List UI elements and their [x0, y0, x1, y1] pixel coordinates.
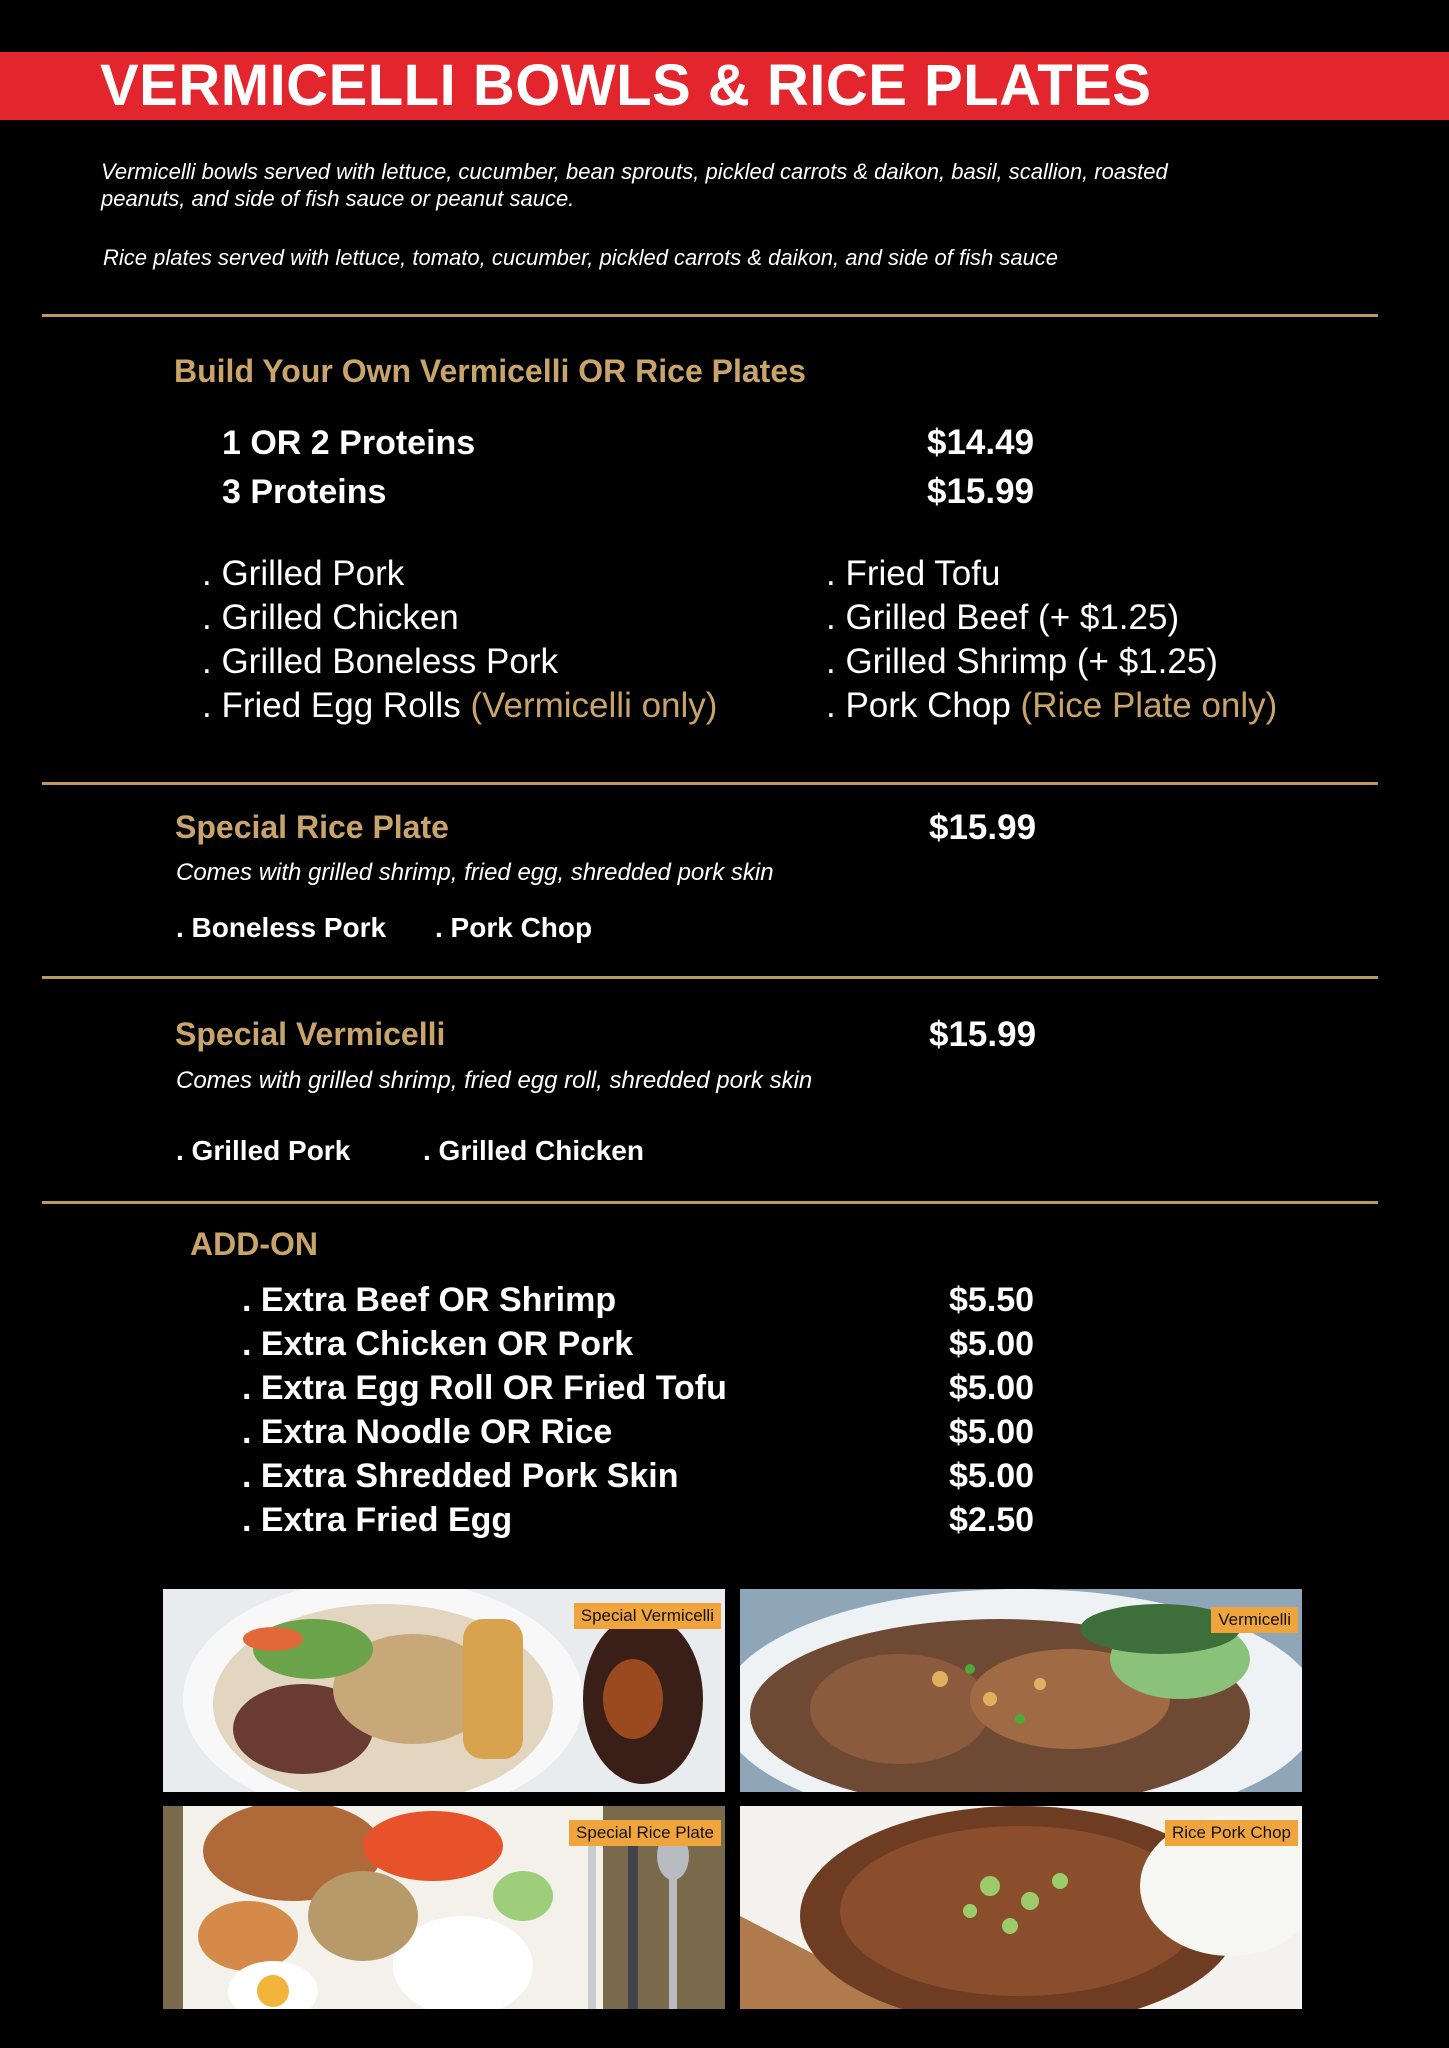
photo-special-vermicelli [163, 1589, 725, 1792]
build-your-own-title: Build Your Own Vermicelli OR Rice Plates [174, 353, 806, 389]
intro-rice: Rice plates served with lettuce, tomato, cucumber, pickled carrots & daikon, and side of fish sauce [103, 245, 1059, 270]
page-title: VERMICELLI BOWLS & RICE PLATES [100, 53, 1152, 118]
special-rice-option: . Pork Chop [435, 912, 593, 943]
addon-price: $5.00 [949, 1325, 1035, 1363]
protein-item: . Grilled Beef (+ $1.25) [826, 598, 1180, 637]
divider [42, 782, 1378, 785]
photo-caption: Special Vermicelli [574, 1603, 721, 1629]
addon-price: $5.00 [949, 1457, 1035, 1495]
protein-item: . Grilled Pork [202, 554, 405, 593]
size-price: $15.99 [927, 472, 1035, 511]
photo-special-rice-plate [163, 1806, 725, 2009]
addon-label: . Extra Beef OR Shrimp [242, 1281, 617, 1319]
intro-vermicelli-line2: peanuts, and side of fish sauce or peanut sauce. [101, 186, 575, 211]
size-label: 3 Proteins [222, 473, 387, 511]
addon-price: $2.50 [949, 1501, 1035, 1539]
special-vermicelli-option: . Grilled Pork [176, 1135, 351, 1166]
photo-vermicelli [740, 1589, 1302, 1792]
addon-label: . Extra Chicken OR Pork [242, 1325, 634, 1363]
photo-rice-pork-chop [740, 1806, 1302, 2009]
divider [42, 314, 1378, 317]
special-rice-description: Comes with grilled shrimp, fried egg, shredded pork skin [176, 859, 774, 886]
special-rice-title: Special Rice Plate [175, 809, 449, 845]
special-rice-option: . Boneless Pork [176, 912, 387, 943]
addon-price: $5.00 [949, 1369, 1035, 1407]
photo-caption: Vermicelli [1211, 1607, 1298, 1633]
addon-label: . Extra Fried Egg [242, 1501, 513, 1539]
special-vermicelli-option: . Grilled Chicken [423, 1135, 644, 1166]
protein-item: . Pork Chop (Rice Plate only) [826, 686, 1278, 725]
intro-vermicelli-line1: Vermicelli bowls served with lettuce, cucumber, bean sprouts, pickled carrots & daikon, basil, scallion, roasted [101, 159, 1168, 184]
addon-title: ADD-ON [190, 1226, 318, 1262]
addon-label: . Extra Egg Roll OR Fried Tofu [242, 1369, 727, 1407]
special-vermicelli-title: Special Vermicelli [175, 1016, 446, 1052]
divider [42, 1201, 1378, 1204]
addon-label: . Extra Noodle OR Rice [242, 1413, 613, 1451]
size-label: 1 OR 2 Proteins [222, 424, 476, 462]
addon-list [242, 1278, 727, 1542]
protein-item: . Grilled Chicken [202, 598, 459, 637]
size-price: $14.49 [927, 423, 1035, 462]
addon-price: $5.00 [949, 1413, 1035, 1451]
divider [42, 976, 1378, 979]
protein-item: . Grilled Boneless Pork [202, 642, 558, 681]
protein-list-right [826, 552, 1277, 728]
special-vermicelli-price: $15.99 [929, 1015, 1037, 1054]
protein-list-left [202, 552, 717, 728]
photo-caption: Special Rice Plate [569, 1820, 721, 1846]
protein-item: . Grilled Shrimp (+ $1.25) [826, 642, 1218, 681]
photo-caption: Rice Pork Chop [1165, 1820, 1298, 1846]
addon-prices [949, 1278, 1034, 1542]
addon-label: . Extra Shredded Pork Skin [242, 1457, 679, 1495]
special-rice-price: $15.99 [929, 808, 1037, 847]
addon-price: $5.50 [949, 1281, 1035, 1319]
special-vermicelli-description: Comes with grilled shrimp, fried egg roll, shredded pork skin [176, 1067, 813, 1094]
protein-item: . Fried Tofu [826, 554, 1001, 593]
protein-item: . Fried Egg Rolls (Vermicelli only) [202, 686, 718, 725]
